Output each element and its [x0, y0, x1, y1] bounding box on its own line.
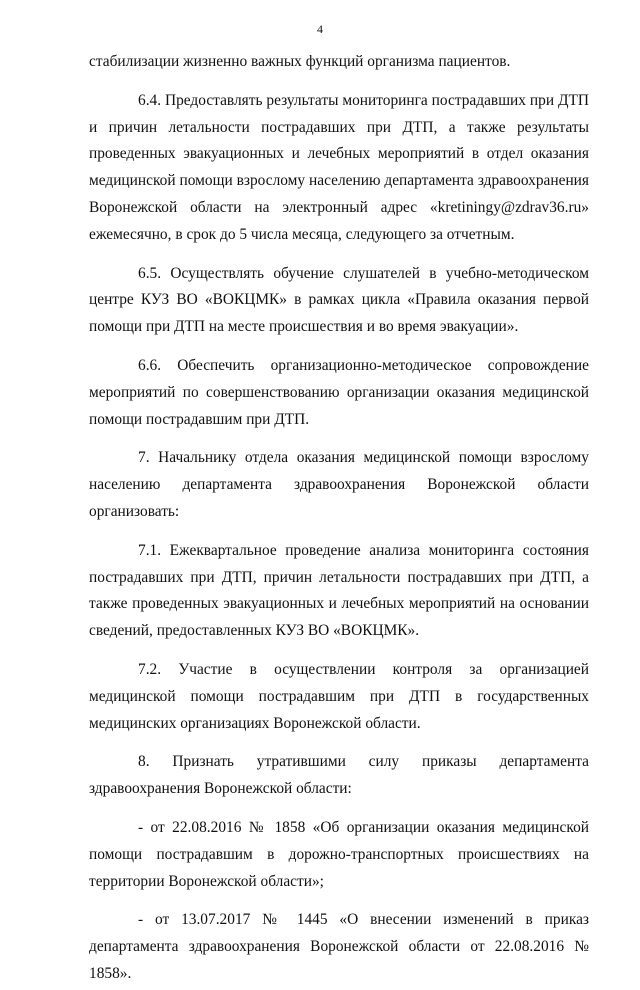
paragraph-6-6: 6.6. Обеспечить организационно-методическое сопровождение мероприятий по совершенствованию организации оказания медицинской помощи пострадавшим при ДТП. — [89, 356, 589, 428]
paragraph-7-2: 7.2. Участие в осуществлении контроля за организацией медицинской помощи пострадавшим при ДТП в государственных медицинских организациях Воронежской области. — [89, 660, 589, 732]
paragraph-8-item-2: - от 13.07.2017 № 1445 «О внесении изменений в приказ департамента здравоохранения Воронежской области от 22.08.2016 № 1858». — [89, 911, 589, 982]
paragraph-7-1: 7.1. Ежеквартальное проведение анализа мониторинга состояния пострадавших при ДТП, причин летальности пострадавших при ДТП, а также проведенных эвакуационных и лечебных мероприятий на основании сведений, предоставленных КУЗ ВО «ВОКЦМК». — [89, 541, 589, 640]
paragraph-7: 7. Начальнику отдела оказания медицинской помощи взрослому населению департамента здравоохранения Воронежской области организовать: — [89, 449, 589, 520]
paragraph-6-4: 6.4. Предоставлять результаты мониторинга пострадавших при ДТП и причин летальности пострадавших при ДТП, а также результаты проведенных эвакуационных и лечебных мероприятий в отдел оказания медицинской помощи взрослому населению департамента здравоохранения Воронежской области на электронный адрес «kretiningy@zdrav36.ru» ежемесячно, в срок до 5 числа месяца, следующего за отчетным. — [89, 91, 589, 243]
paragraph-8-item-1: - от 22.08.2016 № 1858 «Об организации оказания медицинской помощи пострадавшим в дорожно-транспортных происшествиях на территории Воронежской области»; — [89, 818, 589, 890]
document-body — [89, 49, 589, 990]
paragraph-continuation: стабилизации жизненно важных функций организма пациентов. — [89, 53, 511, 70]
paragraph-8: 8. Признать утратившими силу приказы департамента здравоохранения Воронежской области: — [89, 753, 589, 798]
paragraph-6-5: 6.5. Осуществлять обучение слушателей в учебно-методическом центре КУЗ ВО «ВОКЦМК» в рамках цикла «Правила оказания первой помощи при ДТП на месте происшествия и во время эвакуации». — [89, 264, 589, 336]
page-number: 4 — [317, 22, 323, 36]
